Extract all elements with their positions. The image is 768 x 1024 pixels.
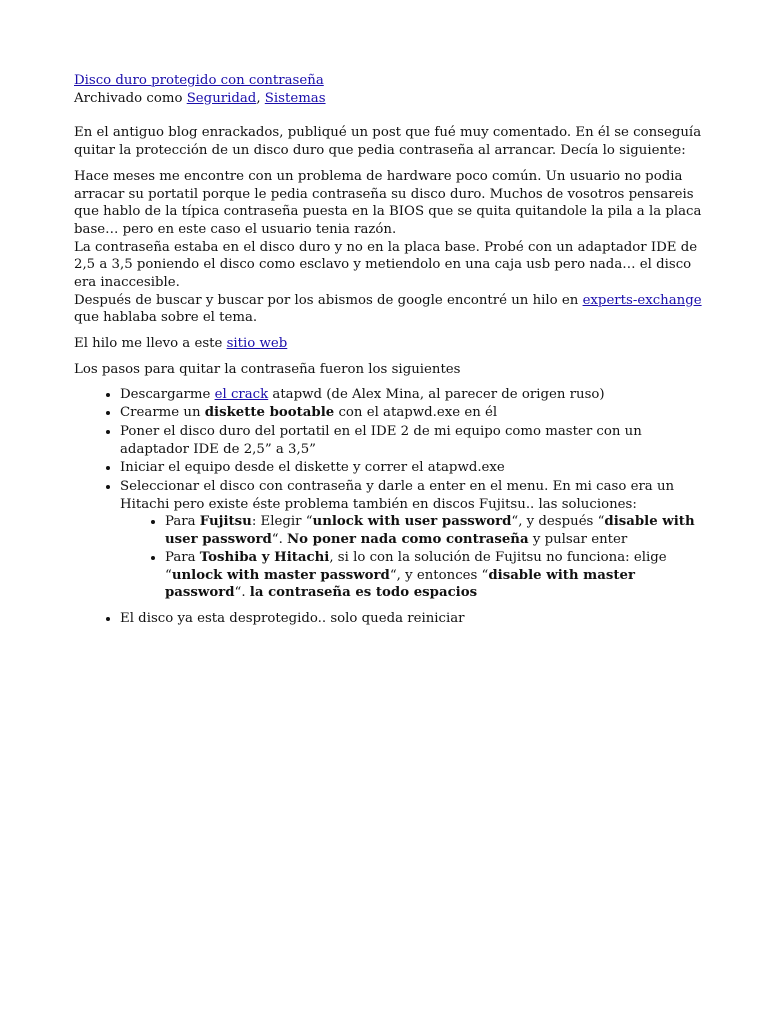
sub2-text-1: Para bbox=[165, 549, 200, 565]
intro-paragraph: En el antiguo blog enrackados, publiqué un post que fué muy comentado. En él se conseguía quitar la protección de un disco duro que pedia contraseña al arrancar. Decía lo siguiente: bbox=[74, 125, 702, 159]
sub2-bold-4: la contraseña es todo espacios bbox=[249, 585, 478, 601]
quote-line-2: La contraseña estaba en el disco duro y no en la placa base. Probé con un adaptador IDE de 2,5 a 3,5 poniendo el disco como esclavo y metiendolo en una caja usb pero nada… el disco era inaccesible. bbox=[74, 239, 698, 291]
list-item bbox=[165, 513, 704, 548]
step-1-pre: Descargarme bbox=[120, 386, 215, 402]
experts-exchange-link[interactable]: experts-exchange bbox=[582, 292, 702, 308]
list-item: • Iniciar el equipo desde el diskette y correr el atapwd.exe bbox=[120, 459, 704, 477]
sub2-bold-3: disable with master password bbox=[165, 567, 635, 601]
post-title-line bbox=[74, 72, 704, 90]
list-item bbox=[120, 404, 704, 422]
sub1-text-3: “, y después “ bbox=[511, 514, 605, 530]
sub2-bold-2: unlock with master password bbox=[171, 567, 390, 583]
list-item bbox=[120, 478, 704, 602]
post-title-link[interactable]: Disco duro protegido con contraseña bbox=[74, 73, 324, 88]
sub1-text-5: y pulsar enter bbox=[528, 532, 628, 548]
sub2-text-2: , si lo con la solución de Fujitsu no funciona: elige “ bbox=[165, 549, 667, 583]
step-5-text: Seleccionar el disco con contraseña y darle a enter en el menu. En mi caso era un Hitachi pero existe éste problema también en discos Fujitsu.. las soluciones: bbox=[120, 479, 675, 512]
list-item: • Poner el disco duro del portatil en el IDE 2 de mi equipo como master con un adaptador IDE de 2,5” a 3,5” bbox=[120, 423, 704, 458]
quote-line-3-post: que hablaba sobre el tema. bbox=[74, 310, 258, 326]
crack-link[interactable]: el crack bbox=[214, 386, 269, 402]
archived-line bbox=[74, 90, 704, 108]
step-2-pre: Crearme un bbox=[120, 405, 205, 421]
archived-prefix: Archivado como bbox=[74, 90, 187, 106]
quote-line-1: Hace meses me encontre con un problema de hardware poco común. Un usuario no podia arracar su portatil porque le pedia contraseña su disco duro. Muchos de vosotros pensareis que hablo de la típica contraseña puesta en la BIOS que se quita quitandole la pila a la placa base… pero en este caso el usuario tenia razón. bbox=[74, 168, 702, 237]
quote-line-3-pre: Después de buscar y buscar por los abismos de google encontré un hilo en bbox=[74, 292, 583, 308]
category-link-sistemas[interactable]: Sistemas bbox=[264, 90, 326, 106]
sub1-bold-4: No poner nada como contraseña bbox=[287, 532, 529, 548]
list-item bbox=[165, 549, 704, 602]
sub2-text-3: “, y entonces “ bbox=[389, 567, 489, 583]
step-2-post: con el atapwd.exe en él bbox=[334, 405, 498, 421]
quote-paragraph bbox=[74, 168, 704, 327]
category-separator: , bbox=[256, 90, 265, 106]
sub1-bold-3: disable with user password bbox=[165, 514, 695, 548]
sub1-bold-2: unlock with user password bbox=[312, 514, 512, 530]
sub2-bold-1: Toshiba y Hitachi bbox=[199, 549, 330, 565]
sub1-bold-1: Fujitsu bbox=[199, 514, 252, 530]
sub2-text-4: “. bbox=[234, 585, 250, 601]
steps-intro: Los pasos para quitar la contraseña fueron los siguientes bbox=[74, 361, 461, 377]
hilo-paragraph bbox=[74, 335, 704, 353]
step-2-bold: diskette bootable bbox=[204, 405, 335, 421]
sub1-text-1: Para bbox=[165, 514, 200, 530]
post-content bbox=[74, 72, 704, 629]
step-1-post: atapwd (de Alex Mina, al parecer de origen ruso) bbox=[268, 386, 605, 402]
list-item: • El disco ya esta desprotegido.. solo queda reiniciar bbox=[120, 610, 704, 628]
steps-list bbox=[74, 386, 704, 628]
list-item bbox=[120, 386, 704, 404]
sub1-text-4: “. bbox=[271, 532, 288, 548]
solutions-list bbox=[120, 513, 704, 602]
sub1-text-2: : Elegir “ bbox=[251, 514, 313, 530]
sitio-web-link[interactable]: sitio web bbox=[226, 336, 288, 352]
category-link-seguridad[interactable]: Seguridad bbox=[186, 90, 257, 106]
hilo-text: El hilo me llevo a este bbox=[74, 336, 227, 352]
